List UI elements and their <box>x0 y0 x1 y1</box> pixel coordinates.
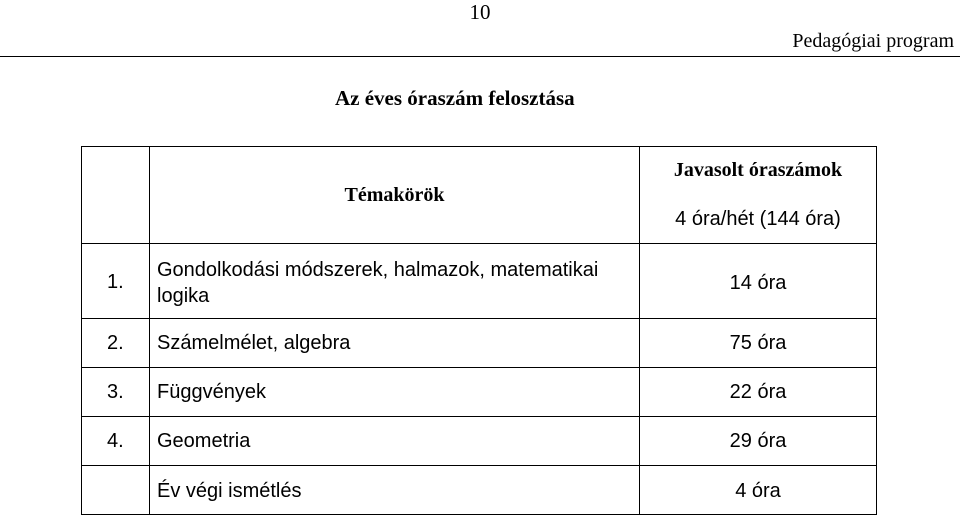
table-rule <box>81 416 877 417</box>
row-topic: Év végi ismétlés <box>157 480 302 502</box>
running-header: Pedagógiai program <box>792 30 954 52</box>
header-hours-title: Javasolt óraszámok <box>673 159 843 181</box>
row-topic: Gondolkodási módszerek, halmazok, matematikai <box>157 259 599 281</box>
table-rule <box>81 146 877 147</box>
row-hours: 14 óra <box>729 272 787 294</box>
row-number: 4. <box>107 430 124 452</box>
row-topic: Számelmélet, algebra <box>157 332 351 354</box>
document-title: Az éves óraszám felosztása <box>335 86 575 110</box>
row-topic: Függvények <box>157 381 266 403</box>
page-number: 10 <box>469 0 491 24</box>
row-number: 1. <box>107 271 124 293</box>
table-rule <box>81 318 877 319</box>
row-hours: 22 óra <box>729 381 787 403</box>
header-topics: Témakörök <box>344 184 445 206</box>
row-topic: Geometria <box>157 430 251 452</box>
row-hours: 4 óra <box>735 480 781 502</box>
header-rule <box>0 56 960 57</box>
table-rule <box>81 514 877 515</box>
table-rule <box>81 146 82 515</box>
table-rule <box>876 146 877 515</box>
table-rule <box>81 465 877 466</box>
row-hours: 29 óra <box>729 430 787 452</box>
row-number: 3. <box>107 381 124 403</box>
table-rule <box>81 367 877 368</box>
row-hours: 75 óra <box>729 332 787 354</box>
header-hours-sub: 4 óra/hét (144 óra) <box>675 208 841 230</box>
table-rule <box>81 243 877 244</box>
row-number: 2. <box>107 332 124 354</box>
row-topic: logika <box>157 285 210 307</box>
